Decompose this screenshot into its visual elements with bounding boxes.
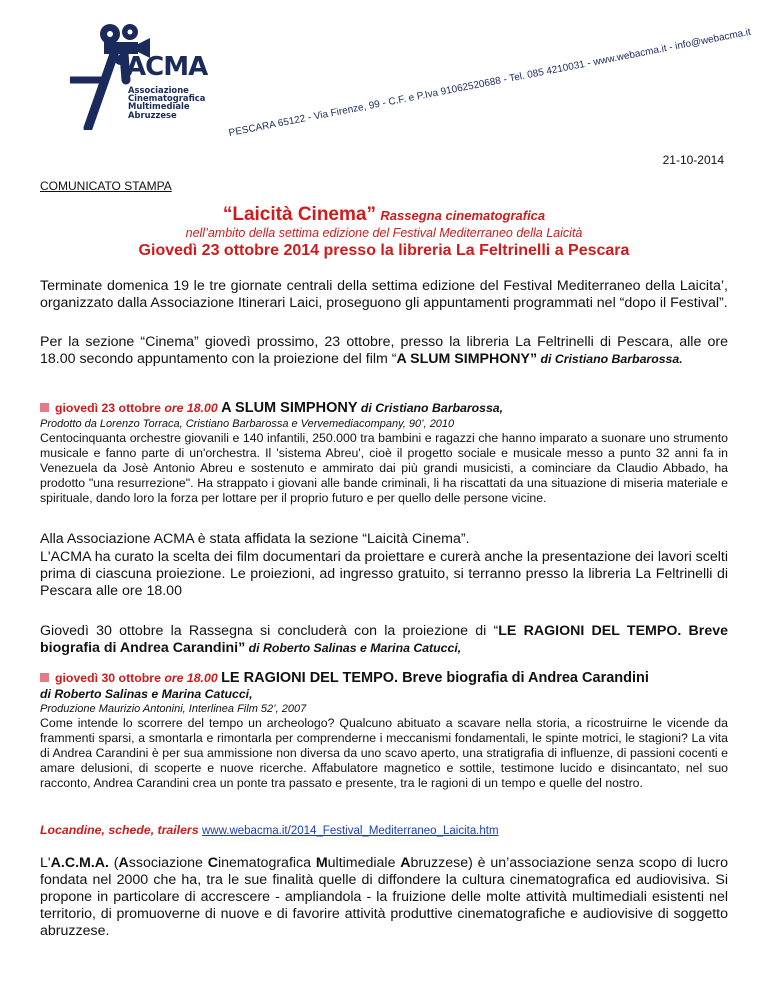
event-2-production: Produzione Maurizio Antonini, Interlinea Film 52’, 2007 (40, 703, 307, 715)
comunicato-stampa-label: COMUNICATO STAMPA (40, 179, 172, 193)
event-2-heading: giovedì 30 ottobre ore 18.00 LE RAGIONI DEL TEMPO. Breve biografia di Andrea Carandini (40, 670, 740, 686)
title-main: “Laicità Cinema” (222, 204, 376, 225)
fifth-paragraph: Giovedì 30 ottobre la Rassegna si concluderà con la proiezione di “LE RAGIONI DEL TEMPO. Breve biografia di Andrea Carandini” di Roberto Salinas e Marina Catucci, (40, 623, 728, 656)
bullet-square-icon (40, 403, 49, 412)
event-2-director: di Roberto Salinas e Marina Catucci, (40, 687, 253, 701)
third-paragraph: Alla Associazione ACMA è stata affidata la sezione “Laicità Cinema”. (40, 531, 470, 547)
event-1-production: Prodotto da Lorenzo Torraca, Cristiano Barbarossa e Vervemediacompany, 90’, 2010 (40, 418, 455, 430)
acma-address: PESCARA 65122 - Via Firenze, 99 - C.F. e P.Iva 91062520688 - Tel. 085 4210031 - www.webacma.it - info@webacma.it (227, 26, 752, 140)
document-date: 21-10-2014 (662, 153, 724, 167)
acma-logo-text: ACMA (126, 52, 208, 82)
locandine-link[interactable]: www.webacma.it/2014_Festival_Mediterraneo_Laicita.htm (201, 825, 499, 837)
subtitle: nell’ambito della settima edizione del Festival Mediterraneo della Laicità (185, 226, 583, 240)
bullet-square-icon (40, 673, 49, 682)
intro-paragraph: Terminate domenica 19 le tre giornate centrali della settima edizione del Festival Mediterraneo della Laicita’, organizzato dalla Associazione Itinerari Laici, proseguono gli appuntamenti programmati nel “dopo il Festival”. (40, 278, 728, 311)
title-rassegna: Rassegna cinematografica (380, 208, 546, 223)
locandine-line: Locandine, schede, trailers www.webacma.it/2014_Festival_Mediterraneo_Laicita.htm (40, 823, 499, 837)
event-1-heading: giovedì 23 ottobre ore 18.00 A SLUM SIMPHONY di Cristiano Barbarossa, (40, 400, 740, 416)
second-paragraph: Per la sezione “Cinema” giovedì prossimo, 23 ottobre, presso la libreria La Feltrinelli di Pescara, alle ore 18.00 secondo appuntamento con la proiezione del film “A SLUM SIMPHONY” di Cristiano Barbarossa. (40, 334, 728, 367)
event-1-description: Centocinquanta orchestre giovanili e 140 infantili, 250.000 tra bambini e ragazzi che hanno imparato a suonare uno strumento musicale e fanno parte di un'orchestra. Il 'sistema Abreu', cioè il progetto sociale e musicale messo a punto 32 anni fa in Venezuela da Josè Antonio Abreu e sostenuto e ammirato dai più grandi musicisti, a cominciare da Claudio Abbado, ha prodotto "una resurrezione". Ha strappato i giovani alle bande criminali, li ha riscattati da una situazione di miseria materiale e spirituale, dando loro la forza per lottare per il proprio futuro e per quello delle persone vicine. (40, 431, 728, 505)
event-headline: Giovedì 23 ottobre 2014 presso la libreria La Feltrinelli a Pescara (138, 242, 630, 259)
acma-logo-subtitle: Associazione Cinematografica Multimediale Abruzzese (128, 85, 206, 120)
page-title (0, 204, 768, 226)
fourth-paragraph: L'ACMA ha curato la scelta dei film documentari da proiettare e curerà anche la presentazione dei lavori scelti prima di ciascuna proiezione. Le proiezioni, ad ingresso gratuito, si terranno presso la libreria La Feltrinelli di Pescara alle ore 18.00 (40, 549, 729, 599)
acma-description-paragraph: L'A.C.M.A. (Associazione Cinematografica Multimediale Abruzzese) è un’associazione senza scopo di lucro fondata nel 2000 che ha, tra le sue finalità quelle di diffondere la cultura cinematografica ed audiovisiva. Si propone in particolare di accrescere - ampliandola - la fruizione delle molte attività multimediali esistenti nel territorio, di promuoverne di nuove e di favorire attività produttive cinematografiche e audiovisive di soggetto abruzzese. (40, 855, 728, 939)
event-2-description: Come intende lo scorrere del tempo un archeologo? Qualcuno abituato a scavare nella storia, a ricostruirne le vicende da frammenti sparsi, a smontarla e rimontarla per comprenderne i meccanismi fondamentali, le spinte motrici, le stagioni? La vita di Andrea Carandini è per sua ammissione non diversa da uno scavo aperto, una stratigrafia di influenze, di passioni cocenti e amare delusioni, di scoperte e nuove ricerche. Affabulatore magnetico e sottile, testimone lucido e disincantato, nel suo racconto, Andrea Carandini crea un ponte tra passato e presente, tra le ragioni di un tempo e quelle del nostro. (40, 716, 728, 790)
